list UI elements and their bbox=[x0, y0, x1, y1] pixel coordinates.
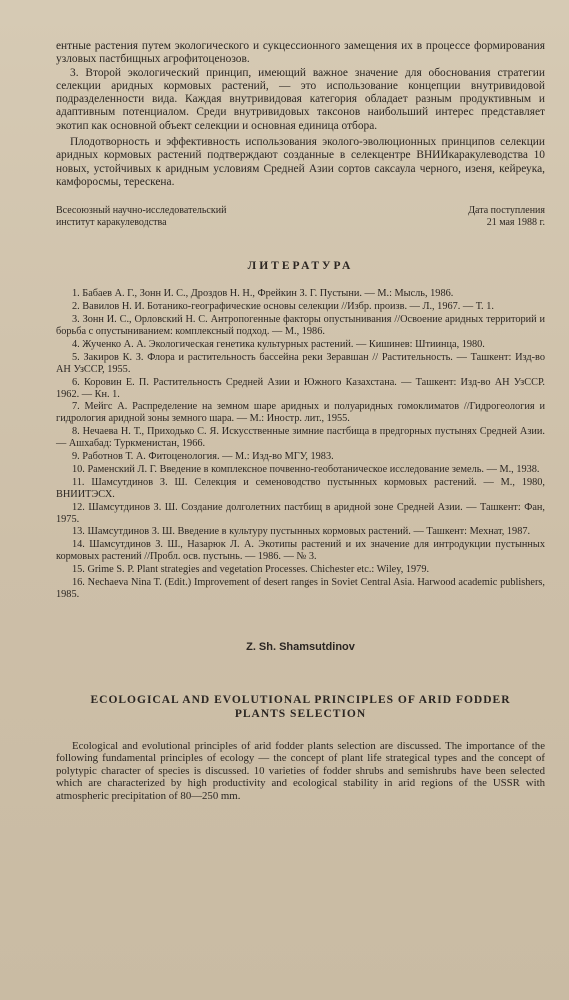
reference-item: 1. Бабаев А. Г., Зонн И. С., Дроздов Н. Н., Фрейкин З. Г. Пустыни. — М.: Мысль, 1986. bbox=[72, 288, 454, 300]
body-paragraph-continued: ентные растения путем экологического и сукцессионного замещения их в процессе формирования узловых пастбищных агрофитоценозов. bbox=[56, 40, 545, 66]
reference-item: 10. Раменский Л. Г. Введение в комплексное почвенно-геоботаническое исследование земель. — М., 1938. bbox=[72, 463, 540, 475]
references-heading: ЛИТЕРАТУРА bbox=[247, 260, 354, 273]
received-date: Дата поступления 21 мая 1988 г. bbox=[468, 205, 545, 228]
reference-item: 8. Нечаева Н. Т., Приходько С. Я. Искусственные зимние пастбища в предгорных пустынях Средней Азии. — Ашхабад: Туркменистан, 1966. bbox=[56, 426, 545, 450]
reference-item: 2. Вавилов Н. И. Ботанико-географические основы селекции //Избр. произв. — Л., 1967. — Т. 1. bbox=[72, 301, 494, 313]
english-author: Z. Sh. Shamsutdinov bbox=[246, 640, 355, 653]
reference-item: 15. Grime S. P. Plant strategies and vegetation Processes. Chichester etc.: Wiley, 1979. bbox=[72, 564, 430, 576]
reference-item: 4. Жученко А. А. Экологическая генетика культурных растений. — Кишинев: Штиинца, 1980. bbox=[72, 338, 485, 350]
reference-item: 3. Зонн И. С., Орловский Н. С. Антропогенные факторы опустынивания //Освоение аридных территорий и борьба с опустыниванием: комплексный подход. — М., 1986. bbox=[56, 314, 545, 337]
reference-item: 7. Мейгс А. Распределение на земном шаре аридных и полуаридных гомоклиматов //Гидрогеология и гидрология аридной зоны земного шара. — М.: Иностр. лит., 1955. bbox=[56, 401, 545, 425]
reference-item: 11. Шамсутдинов З. Ш. Селекция и семеноводство пустынных кормовых растений. — М., 1980, ВНИИТЭСХ. bbox=[56, 476, 545, 500]
body-paragraph-conclusion: Плодотворность и эффективность использования эколого-эволюционных принципов селекции аридных кормовых растений подтверждают созданные в селекцентре ВНИИкаракулеводства 10 новых, устойчивых к аридным условиям Средней Азии сортов саксаула черного, изеня, кейреука, камфоросмы, терескена. bbox=[56, 136, 545, 188]
reference-item: 6. Коровин Е. П. Растительность Средней Азии и Южного Казахстана. — Ташкент: Изд-во АН УзССР. 1962. — Кн. 1. bbox=[56, 376, 545, 400]
reference-list bbox=[56, 288, 545, 601]
reference-item: 14. Шамсутдинов З. Ш., Назарюк Л. А. Экотипы растений и их значение для интродукции пустынных кормовых растений //Пробл. осв. пустынь. — 1986. — № 3. bbox=[56, 539, 545, 563]
reference-item: 9. Работнов Т. А. Фитоценология. — М.: Изд-во МГУ, 1983. bbox=[72, 451, 334, 463]
affiliation: Всесоюзный научно-исследовательский институт каракулеводства bbox=[56, 205, 227, 228]
article-meta bbox=[56, 205, 545, 228]
reference-item: 5. Закиров К. З. Флора и растительность бассейна реки Зеравшан // Растительность. — Ташкент: Изд-во АН УзССР, 1955. bbox=[56, 351, 545, 375]
reference-item: 16. Nechaeva Nina T. (Edit.) Improvement of desert ranges in Soviet Central Asia. Harwood academic publishers, 1985. bbox=[56, 577, 545, 601]
reference-item: 12. Шамсутдинов З. Ш. Создание долголетних пастбищ в аридной зоне Средней Азии. — Ташкент: Фан, 1975. bbox=[56, 501, 545, 525]
reference-item: 13. Шамсутдинов З. Ш. Введение в культуру пустынных кормовых растений. — Ташкент: Мехнат, 1987. bbox=[72, 526, 531, 538]
english-title: ECOLOGICAL AND EVOLUTIONAL PRINCIPLES OF ARID FODDER PLANTS SELECTION bbox=[90, 693, 511, 720]
body-paragraph-principle-3: 3. Второй экологический принцип, имеющий важное значение для обоснования стратегии селекции аридных кормовых растений, — это использование концепции внутривидовой подразделенности вида. Каждая внутривидовая категория обладает разным продуктивным и адаптивным потенциалом. Среди внутривидовых таксонов наибольший интерес представляет экотип как основной объект селекции и основная единица отбора. bbox=[56, 66, 545, 132]
english-abstract: Ecological and evolutional principles of arid fodder plants selection are discussed. The importance of the following fundamental principles of ecology — the concept of plant life strategical types and the concept of polytypic character of species is discussed. 10 varieties of fodder shrubs and semishrubs have been selected which are characterized by high productivity and ecological stability in arid regions of the USSR with atmospheric precipitation of 80—250 mm. bbox=[56, 739, 545, 802]
